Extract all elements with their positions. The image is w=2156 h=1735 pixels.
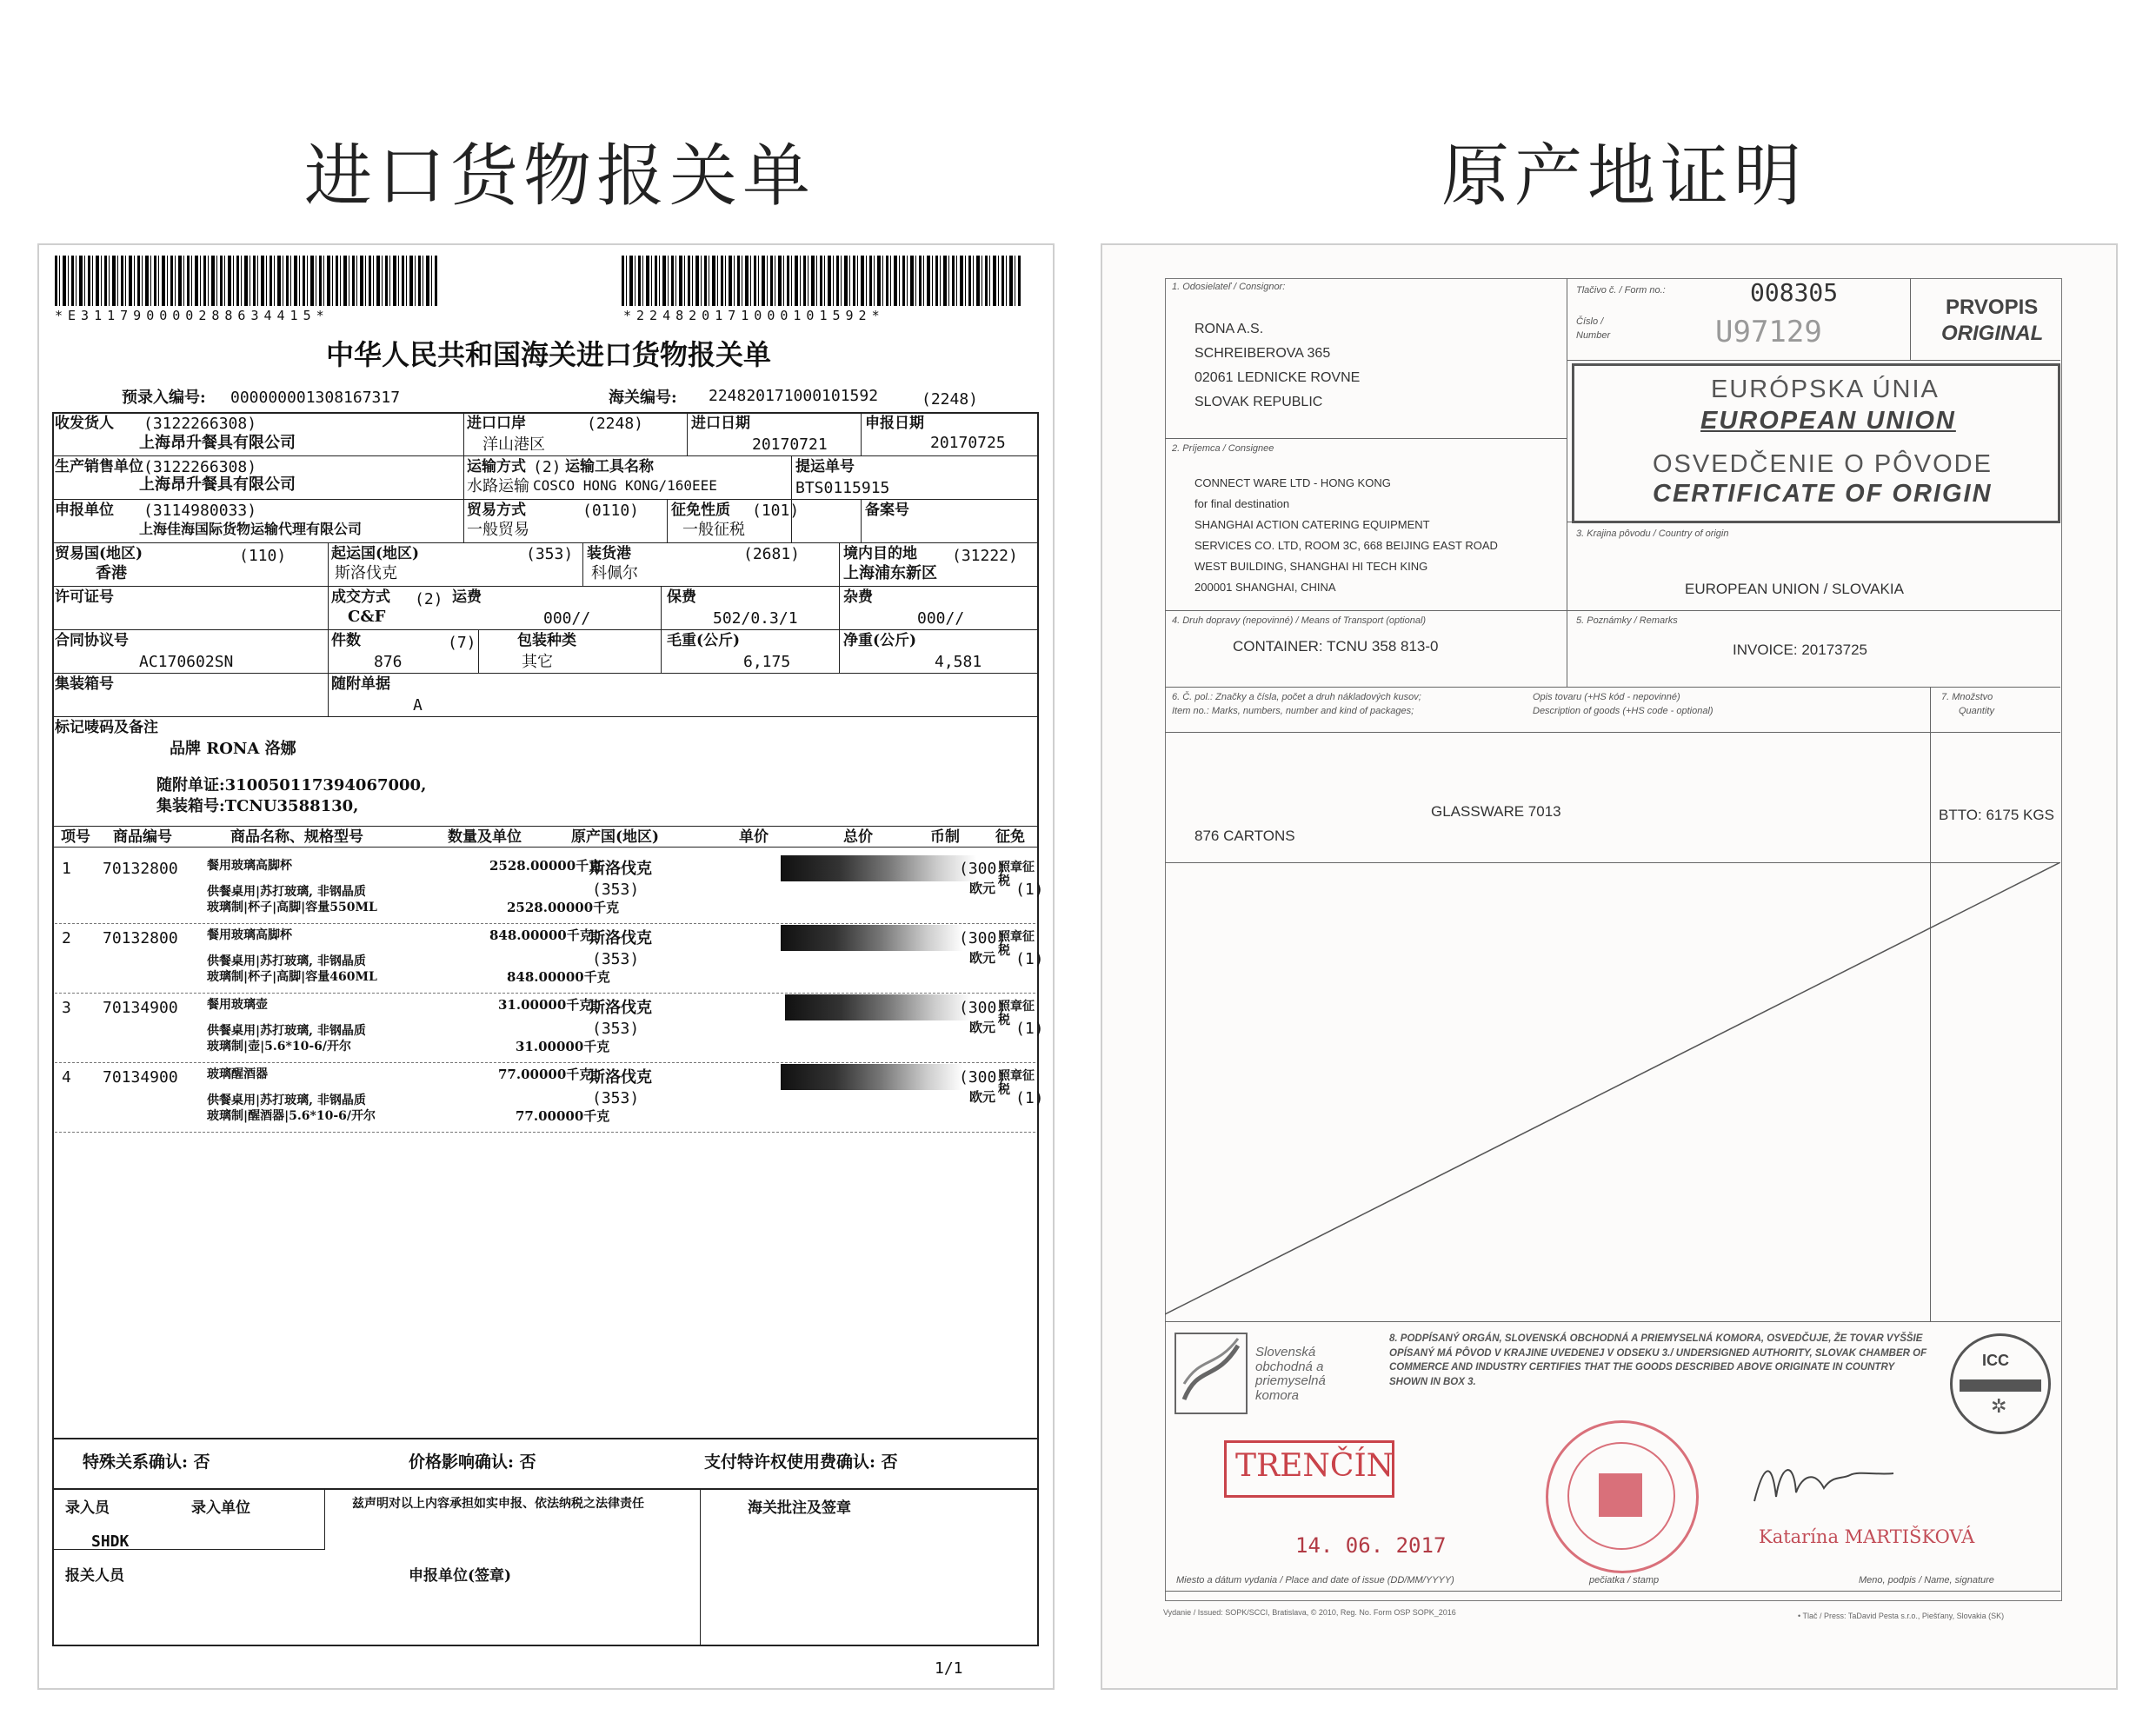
- declare-date-label: 申报日期: [865, 415, 924, 432]
- transport-label: 4. Druh dopravy (nepovinné) / Means of Transport (optional): [1172, 615, 1427, 626]
- col-divider: [1910, 278, 1911, 360]
- marks-brand: 品牌 RONA 洛娜: [170, 740, 296, 758]
- redacted-price: [781, 855, 976, 881]
- form-number-label: Tlačivo č. / Form no.:: [1576, 285, 1666, 296]
- pieces-label: 件数: [331, 632, 361, 649]
- icc-seal: [1950, 1333, 2051, 1434]
- item-country-code: (353): [592, 1020, 640, 1038]
- consignor-line: SCHREIBEROVA 365: [1194, 346, 1331, 361]
- table-top-border: [52, 412, 1039, 414]
- date-stamp: 14. 06. 2017: [1295, 1533, 1447, 1558]
- table-bottom-border: [52, 1645, 1039, 1646]
- item-name: 餐用玻璃高脚杯: [207, 859, 292, 873]
- signature: [1746, 1449, 1902, 1519]
- remarks-label: 5. Poznámky / Remarks: [1576, 615, 1678, 626]
- stamp-label: pečiatka / stamp: [1589, 1575, 1660, 1585]
- tax-nature-label: 征免性质: [671, 502, 730, 519]
- place-stamp: [1224, 1440, 1394, 1498]
- row-divider: [1165, 610, 2060, 611]
- consignee-label: 2. Príjemca / Consignee: [1172, 443, 1274, 454]
- loading-port-label: 装货港: [587, 545, 631, 562]
- trade-mode-code: (0110): [582, 502, 640, 520]
- number-label-en: Number: [1576, 330, 1611, 341]
- table-left-border: [52, 412, 54, 1646]
- row-divider: [52, 586, 1039, 587]
- description-label-en: Description of goods (+HS code - optional): [1533, 706, 1713, 716]
- declaration-statement: 兹声明对以上内容承担如实申报、依法纳税之法律责任: [352, 1497, 644, 1511]
- customs-number-suffix: (2248): [922, 390, 979, 409]
- official-seal: [1546, 1420, 1699, 1573]
- table-row: [55, 993, 1044, 1063]
- consignee-line: SHANGHAI ACTION CATERING EQUIPMENT: [1194, 518, 1430, 531]
- declare-unit-sign-label: 申报单位(签章): [409, 1567, 512, 1585]
- barcode-right-digits: *224820171000101592*: [623, 308, 885, 323]
- customs-number-label: 海关编号:: [609, 389, 677, 407]
- item-name: 餐用玻璃高脚杯: [207, 928, 292, 942]
- item-name: 玻璃醒酒器: [207, 1067, 268, 1081]
- marks-label-en: Item no.: Marks, numbers, number and kind of packages;: [1172, 706, 1414, 716]
- item-levy-code: (1): [1015, 950, 1044, 968]
- union-title-sk: EURÓPSKA ÚNIA: [1711, 376, 1940, 403]
- row-divider: [1165, 732, 2060, 733]
- bill-number: BTS0115915: [795, 479, 890, 497]
- item-country: 斯洛伐克: [589, 929, 652, 947]
- consignee-name: 上海昂升餐具有限公司: [139, 434, 296, 452]
- container-label: 集装箱号: [55, 675, 114, 693]
- consignee-line: CONNECT WARE LTD - HONG KONG: [1194, 476, 1391, 489]
- row-divider: [52, 629, 1039, 630]
- place-date-label: Miesto a dátum vydania / Place and date of issue (DD/MM/YYYY): [1176, 1575, 1454, 1585]
- certificate-of-origin-document: [1102, 245, 2116, 1688]
- origin-country-label: 起运国(地区): [331, 545, 420, 562]
- consignee-line: 200001 SHANGHAI, CHINA: [1194, 581, 1336, 594]
- misc-fee-label: 杂费: [843, 588, 873, 606]
- item-spec-1: 供餐桌用|苏打玻璃, 非钢晶质: [207, 1094, 366, 1107]
- item-qty-1: 848.00000千克: [489, 927, 593, 943]
- trade-country-label: 贸易国(地区): [55, 545, 143, 562]
- trade-country-code: (110): [239, 547, 287, 565]
- quantity-label-en: Quantity: [1959, 706, 1994, 716]
- consignor-line: SLOVAK REPUBLIC: [1194, 395, 1323, 409]
- entry-person-label: 录入员: [65, 1499, 110, 1517]
- table-row: [55, 923, 1044, 994]
- item-currency: (300): [959, 1068, 1007, 1087]
- consignee-code: (3122266308): [143, 415, 257, 433]
- col-divider: [582, 542, 583, 586]
- certificate-title-en: CERTIFICATE OF ORIGIN: [1653, 480, 1993, 508]
- goods-description: GLASSWARE 7013: [1431, 803, 1561, 820]
- consumer-code: (3122266308): [143, 458, 257, 476]
- item-spec-2: 玻璃制|醒酒器|5.6*10-6/开尔: [207, 1109, 376, 1123]
- copy-label-en: ORIGINAL: [1941, 322, 2044, 345]
- special-relation: 特殊关系确认: 否: [83, 1452, 210, 1472]
- entry-person: SHDK: [91, 1532, 130, 1551]
- row-divider: [52, 455, 1039, 456]
- item-qty-1: 31.00000千克: [498, 997, 593, 1013]
- icc-star-icon: ✲: [1991, 1395, 2007, 1417]
- item-spec-2: 玻璃制|壶|5.6*10-6/开尔: [207, 1040, 352, 1054]
- net-weight-label: 净重(公斤): [843, 632, 917, 649]
- col-currency: 币制: [930, 828, 960, 846]
- row-divider: [52, 673, 1039, 674]
- item-currency-name: 欧元: [969, 881, 996, 896]
- broker-label: 报关人员: [65, 1567, 124, 1585]
- item-currency-name: 欧元: [969, 1089, 996, 1105]
- packages: 876 CARTONS: [1194, 828, 1295, 844]
- net-weight: 4,581: [935, 653, 982, 671]
- royalty: 支付特许权使用费确认: 否: [704, 1452, 898, 1472]
- bill-label: 提运单号: [795, 458, 855, 475]
- consignee-line: for final destination: [1194, 497, 1290, 510]
- item-levy: 照章征税: [998, 861, 1035, 889]
- row-divider: [52, 499, 1039, 500]
- icc-band: [1960, 1379, 2041, 1392]
- footer-right: • Tlač / Press: TaDavid Pesta s.r.o., Piešťany, Slovakia (SK): [1798, 1612, 2005, 1620]
- declare-date: 20170725: [930, 434, 1006, 452]
- icc-label: ICC: [1982, 1352, 2009, 1369]
- gross-weight-label: 毛重(公斤): [667, 632, 741, 649]
- row-divider: [1165, 687, 2060, 688]
- marks-documents: 随附单证:310050117394067000,: [156, 776, 427, 794]
- consignee-label: 收发货人: [55, 415, 114, 432]
- item-no: 2: [62, 929, 71, 947]
- item-country-code: (353): [592, 1089, 640, 1107]
- customs-declaration-document: [39, 245, 1053, 1688]
- marks-label-sk: 6. Č. pol.: Značky a čísla, počet a druh nákladových kusov;: [1172, 692, 1421, 702]
- item-qty-2: 848.00000千克: [507, 969, 610, 985]
- consignor-label: 1. Odosielateľ / Consignor:: [1172, 282, 1286, 292]
- declarer-name: 上海佳海国际货物运输代理有限公司: [139, 521, 363, 537]
- trade-country: 香港: [96, 564, 127, 582]
- col-quantity: 数量及单位: [448, 828, 522, 846]
- col-total-price: 总价: [843, 828, 873, 846]
- item-code: 70134900: [103, 1068, 178, 1087]
- row-divider: [52, 847, 1039, 848]
- item-spec-1: 供餐桌用|苏打玻璃, 非钢晶质: [207, 954, 366, 968]
- transport-mode: 水路运输: [467, 477, 529, 495]
- item-spec-1: 供餐桌用|苏打玻璃, 非钢晶质: [207, 1024, 366, 1038]
- trade-mode-label: 贸易方式: [467, 502, 526, 519]
- deal-mode-code: (2): [415, 590, 443, 608]
- item-code: 70134900: [103, 999, 178, 1017]
- col-divider: [791, 455, 792, 542]
- transport: CONTAINER: TCNU 358 813-0: [1233, 638, 1439, 655]
- item-name: 餐用玻璃壶: [207, 998, 268, 1012]
- row-divider: [1165, 1591, 2060, 1592]
- row-divider: [1165, 438, 1567, 439]
- item-qty-1: 77.00000千克: [498, 1067, 593, 1082]
- gross-weight: 6,175: [743, 653, 791, 671]
- trade-mode: 一般贸易: [467, 521, 529, 539]
- price-effect: 价格影响确认: 否: [409, 1452, 536, 1472]
- transport-tool: COSCO HONG KONG/160EEE: [533, 477, 717, 494]
- item-country: 斯洛伐克: [589, 860, 652, 878]
- row-divider: [52, 826, 1039, 827]
- declaration-text: 8. PODPÍSANÝ ORGÁN, SLOVENSKÁ OBCHODNÁ A PRIEMYSELNÁ KOMORA, OSVEDČUJE, ŽE TOVAR VYŠŠIE OPÍSANÝ MÁ PÔVOD V KRAJINE UVEDENEJ V ODSEKU 3./ UNDERSIGNED AUTHORITY, SLOVAK CHAMBER OF COMMERCE AND INDUSTRY CERTIFIES THAT THE GOODS DESCRIBED ABOVE ORIGINATE IN COUNTRY SHOWN IN BOX 3.: [1389, 1333, 1927, 1388]
- documents-label: 随附单据: [331, 675, 390, 693]
- barcode-right: [622, 256, 1021, 306]
- item-country: 斯洛伐克: [589, 999, 652, 1017]
- row-divider: [52, 716, 1039, 717]
- pack-type: 其它: [522, 653, 553, 671]
- col-divider: [478, 629, 479, 673]
- customs-sign-label: 海关批注及签章: [748, 1499, 851, 1517]
- license-label: 许可证号: [55, 588, 114, 606]
- item-no: 4: [62, 1068, 71, 1087]
- col-divider: [328, 542, 329, 716]
- item-country-code: (353): [592, 881, 640, 899]
- chamber-logo-text: Slovenská obchodná a priemyselná komora: [1255, 1345, 1326, 1403]
- row-divider: [52, 1438, 1039, 1439]
- port-code: (2248): [587, 415, 644, 433]
- item-currency-name: 欧元: [969, 1020, 996, 1035]
- col-divider: [861, 412, 862, 455]
- customs-number: 224820171000101592: [709, 387, 879, 405]
- item-currency: (300): [959, 999, 1007, 1017]
- documents: A: [413, 696, 423, 715]
- pre-entry-number: 000000001308167317: [230, 389, 401, 407]
- transport-label: 运输方式: [467, 458, 526, 475]
- loading-port: 科佩尔: [591, 564, 638, 582]
- freight: 000//: [543, 609, 591, 628]
- certificate-number: U97129: [1715, 315, 1822, 349]
- loading-port-code: (2681): [743, 545, 801, 563]
- item-currency-name: 欧元: [969, 950, 996, 966]
- contract-number: AC170602SN: [139, 653, 234, 671]
- tax-nature: 一般征税: [682, 521, 745, 539]
- pre-entry-label: 预录入编号:: [122, 389, 206, 407]
- redacted-price: [781, 925, 963, 951]
- item-qty-2: 77.00000千克: [516, 1108, 610, 1124]
- item-levy-code: (1): [1015, 881, 1044, 899]
- item-country-code: (353): [592, 950, 640, 968]
- port-label: 进口口岸: [467, 415, 526, 432]
- destination-label: 境内目的地: [843, 545, 917, 562]
- item-code: 70132800: [103, 860, 178, 878]
- insurance-label: 保费: [667, 588, 696, 606]
- signer-name: Katarína MARTIŠKOVÁ: [1759, 1526, 1975, 1547]
- form-number: 008305: [1750, 278, 1839, 307]
- destination-code: (31222): [952, 547, 1018, 565]
- entry-unit-label: 录入单位: [191, 1499, 250, 1517]
- quantity: BTTO: 6175 KGS: [1939, 807, 2054, 823]
- place-stamp-text: TRENČÍN: [1235, 1448, 1394, 1484]
- item-levy: 照章征税: [998, 1000, 1035, 1028]
- page-number: 1/1: [935, 1659, 963, 1678]
- item-levy: 照章征税: [998, 1069, 1035, 1098]
- row-divider: [52, 1488, 1039, 1490]
- col-divider: [687, 412, 688, 455]
- destination: 上海浦东新区: [843, 564, 937, 582]
- insurance: 502/0.3/1: [713, 609, 798, 628]
- declarer-code: (3114980033): [143, 502, 257, 520]
- consignor-line: RONA A.S.: [1194, 322, 1264, 336]
- chamber-logo: [1172, 1330, 1363, 1417]
- consignee-line: WEST BUILDING, SHANGHAI HI TECH KING: [1194, 560, 1428, 573]
- contract-label: 合同协议号: [55, 632, 129, 649]
- deal-mode-label: 成交方式: [331, 588, 390, 606]
- item-qty-2: 31.00000千克: [516, 1039, 610, 1054]
- port-name: 洋山港区: [482, 435, 545, 454]
- item-levy: 照章征税: [998, 930, 1035, 959]
- table-row: [55, 854, 1044, 924]
- col-name: 商品名称、规格型号: [230, 828, 363, 846]
- redacted-price: [785, 994, 972, 1020]
- redacted-price: [781, 1064, 963, 1090]
- col-divider: [700, 1488, 701, 1646]
- country-of-origin: EUROPEAN UNION / SLOVAKIA: [1685, 581, 1904, 597]
- origin-country-code: (353): [526, 545, 574, 563]
- item-no: 1: [62, 860, 71, 878]
- row-divider: [52, 542, 1039, 543]
- country-of-origin-label: 3. Krajina pôvodu / Country of origin: [1576, 528, 1729, 539]
- pack-type-label: 包装种类: [517, 632, 576, 649]
- item-country: 斯洛伐克: [589, 1068, 652, 1087]
- certificate-heading: 原产地证明: [1441, 137, 1807, 216]
- customs-form-heading: 进口货物报关单: [304, 137, 816, 216]
- item-spec-2: 玻璃制|杯子|高脚|容量550ML: [207, 901, 377, 914]
- col-divider: [324, 1488, 325, 1549]
- copy-label-sk: PRVOPIS: [1946, 296, 2039, 319]
- customs-form-title: 中华人民共和国海关进口货物报关单: [326, 338, 772, 371]
- pack-code: (7): [448, 634, 476, 652]
- deal-mode: C&F: [348, 608, 386, 626]
- quantity-label-sk: 7. Množstvo: [1941, 692, 1993, 702]
- item-spec-2: 玻璃制|杯子|高脚|容量460ML: [207, 970, 377, 984]
- table-row: [55, 1062, 1044, 1133]
- item-qty-1: 2528.00000千克: [489, 858, 602, 874]
- item-currency: (300): [959, 929, 1007, 947]
- col-unit-price: 单价: [739, 828, 769, 846]
- transport-code: (2): [533, 458, 562, 476]
- item-code: 70132800: [103, 929, 178, 947]
- consumer-label: 生产销售单位: [55, 458, 143, 475]
- consignee-line: SERVICES CO. LTD, ROOM 3C, 668 BEIJING EAST ROAD: [1194, 539, 1498, 552]
- col-divider: [861, 499, 862, 542]
- col-levy: 征免: [995, 828, 1025, 846]
- consignor-line: 02061 LEDNICKE ROVNE: [1194, 370, 1361, 385]
- col-code: 商品编号: [113, 828, 172, 846]
- barcode-left: [55, 256, 437, 306]
- freight-label: 运费: [452, 588, 482, 606]
- item-spec-1: 供餐桌用|苏打玻璃, 非钢晶质: [207, 885, 366, 899]
- item-currency: (300): [959, 860, 1007, 878]
- description-label-sk: Opis tovaru (+HS kód - nepovinné): [1533, 692, 1680, 702]
- remarks: INVOICE: 20173725: [1733, 641, 1867, 658]
- item-levy-code: (1): [1015, 1020, 1044, 1038]
- item-qty-2: 2528.00000千克: [507, 900, 620, 915]
- tax-nature-code: (101): [752, 502, 800, 520]
- marks-label: 标记唛码及备注: [55, 719, 158, 736]
- number-label-sk: Číslo /: [1576, 316, 1604, 327]
- col-divider: [661, 586, 662, 673]
- certificate-title-sk: OSVEDČENIE O PÔVODE: [1653, 450, 1993, 478]
- item-levy-code: (1): [1015, 1089, 1044, 1107]
- row-divider: [1567, 360, 2060, 361]
- union-title-en: EUROPEAN UNION: [1700, 407, 1956, 435]
- marks-container: 集装箱号:TCNU3588130,: [156, 797, 359, 815]
- col-origin: 原产国(地区): [571, 828, 660, 846]
- cancel-diagonal-line: [1165, 862, 2060, 1321]
- item-no: 3: [62, 999, 71, 1017]
- declarer-label: 申报单位: [55, 502, 114, 519]
- footer-left: Vydanie / Issued: SOPK/SCCI, Bratislava, © 2010, Reg. No. Form OSP SOPK_2016: [1163, 1608, 1456, 1617]
- col-divider: [839, 542, 840, 673]
- consumer-name: 上海昂升餐具有限公司: [139, 475, 296, 494]
- chamber-logo-icon: [1172, 1330, 1250, 1417]
- row-divider: [1165, 1321, 2060, 1322]
- official-seal-emblem: [1599, 1473, 1642, 1517]
- name-signature-label: Meno, podpis / Name, signature: [1859, 1575, 1994, 1585]
- misc-fee: 000//: [917, 609, 965, 628]
- pieces: 876: [374, 653, 403, 671]
- origin-country: 斯洛伐克: [335, 564, 397, 582]
- col-item-no: 项号: [61, 828, 90, 846]
- barcode-left-digits: *E311790000288634415*: [55, 308, 329, 323]
- transport-tool-label: 运输工具名称: [565, 458, 654, 475]
- record-label: 备案号: [865, 502, 909, 519]
- import-date: 20170721: [752, 435, 828, 454]
- col-divider: [667, 499, 668, 542]
- import-date-label: 进口日期: [691, 415, 750, 432]
- col-divider: [463, 412, 464, 542]
